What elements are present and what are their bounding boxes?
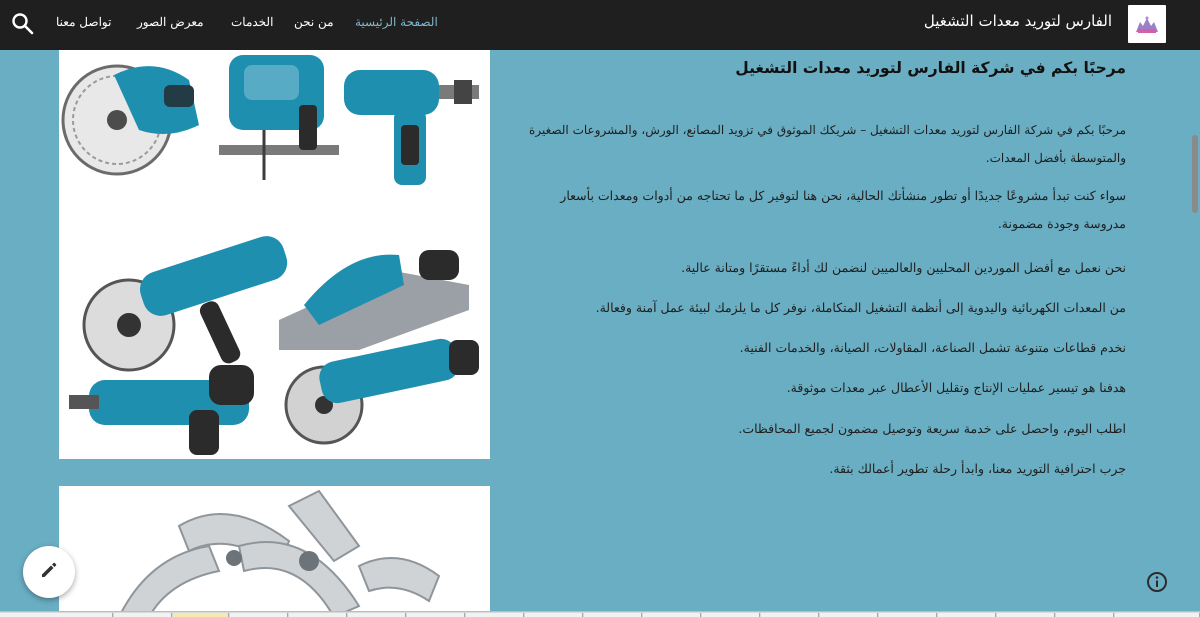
article-paragraph: اطلب اليوم، واحصل على خدمة سريعة وتوصيل مضمون لجميع المحافظات. — [738, 421, 1126, 436]
pencil-icon — [38, 559, 60, 585]
bottom-tab[interactable] — [643, 613, 701, 617]
article-paragraph: جرب احترافية التوريد معنا، وابدأ رحلة تطوير أعمالك بثقة. — [829, 461, 1126, 476]
nav-item-contact[interactable]: تواصل معنا — [56, 15, 112, 29]
nav-item-gallery[interactable]: معرض الصور — [137, 15, 204, 29]
bottom-tab[interactable] — [230, 613, 288, 617]
edit-button[interactable] — [23, 546, 75, 598]
hand-tools-photo — [59, 486, 490, 617]
bottom-tab[interactable] — [348, 613, 406, 617]
bottom-tab-strip — [0, 611, 1200, 617]
site-title[interactable]: الفارس لتوريد معدات التشغيل — [923, 12, 1112, 30]
article-heading: مرحبًا بكم في شركة الفارس لتوريد معدات التشغيل — [735, 59, 1126, 77]
bottom-tab[interactable] — [761, 613, 819, 617]
bottom-tab[interactable] — [997, 613, 1055, 617]
nav-item-services[interactable]: الخدمات — [231, 15, 274, 29]
article-paragraph: نحن نعمل مع أفضل الموردين المحليين والعالميين لنضمن لك أداءً مستقرًا ومتانة عالية. — [681, 260, 1126, 275]
search-icon[interactable] — [10, 11, 36, 37]
scrollbar-thumb[interactable] — [1192, 135, 1198, 213]
bottom-tab[interactable] — [879, 613, 937, 617]
bottom-tab[interactable] — [289, 613, 347, 617]
article-paragraph: سواء كنت تبدأ مشروعًا جديدًا أو تطور منشأتك الحالية، نحن هنا لتوفير كل ما تحتاجه من أدوات ومعدات بأسعار مدروسة وجودة مضمونة. — [560, 188, 1126, 231]
nav-item-home[interactable]: الصفحة الرئيسية — [355, 15, 438, 29]
top-navigation-bar — [0, 0, 1200, 50]
article-paragraph: نخدم قطاعات متنوعة تشمل الصناعة، المقاولات، الصيانة، والخدمات الفنية. — [739, 340, 1126, 355]
nav-item-about[interactable]: من نحن — [294, 15, 334, 29]
bottom-tab[interactable] — [938, 613, 996, 617]
article-paragraph: من المعدات الكهربائية واليدوية إلى أنظمة التشغيل المتكاملة، نوفر كل ما يلزمك لبيئة عمل آمنة وفعالة. — [595, 300, 1126, 315]
article-paragraph: هدفنا هو تيسير عمليات الإنتاج وتقليل الأعطال عبر معدات موثوقة. — [786, 380, 1126, 395]
bottom-tab[interactable] — [173, 613, 229, 617]
bottom-tab[interactable] — [702, 613, 760, 617]
article-paragraph: مرحبًا بكم في شركة الفارس لتوريد معدات التشغيل – شريكك الموثوق في تزويد المصانع، الورش، والمشروعات الصغيرة والمتوسطة بأفضل المعدات. — [529, 123, 1126, 165]
bottom-tab[interactable] — [1056, 613, 1114, 617]
power-tools-photo — [59, 50, 490, 459]
company-logo[interactable] — [1128, 5, 1166, 43]
bottom-tab[interactable] — [466, 613, 524, 617]
bottom-tab[interactable] — [0, 613, 113, 617]
bottom-tab[interactable] — [525, 613, 583, 617]
bottom-tab[interactable] — [114, 613, 172, 617]
info-icon[interactable] — [1145, 570, 1169, 594]
page-scrollbar[interactable] — [1191, 50, 1200, 617]
bottom-tab[interactable] — [584, 613, 642, 617]
bottom-tab[interactable] — [1115, 613, 1200, 617]
bottom-tab[interactable] — [407, 613, 465, 617]
bottom-tab[interactable] — [820, 613, 878, 617]
